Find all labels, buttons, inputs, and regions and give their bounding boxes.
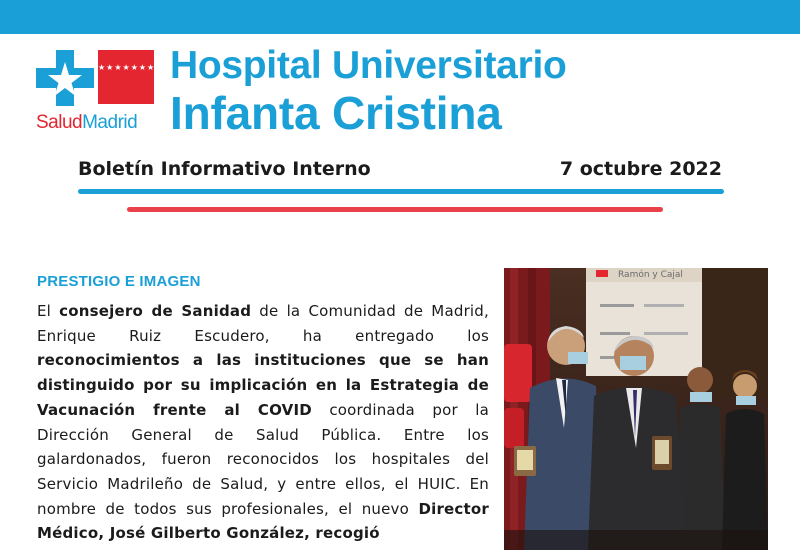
hospital-title — [170, 44, 567, 138]
article-segment: coordinada por la Dirección General de Salud Pública. Entre los galardonados, fueron reconocidos los hospitales del Servicio Madrileño de Salud, y entre ellos, el HUIC. En nombre de todos sus profesionales, el nuevo — [37, 400, 489, 518]
wordmark-salud: Salud — [36, 112, 83, 133]
divider-blue — [78, 189, 724, 194]
article-segment-bold: consejero de Sanidad — [59, 302, 252, 320]
flag-stars-icon: ★★★★★★★ — [98, 63, 156, 72]
madrid-flag — [98, 50, 154, 104]
photo-banner-text: Ramón y Cajal — [618, 270, 683, 280]
article-segment-bold: reconocimientos a las instituciones que se han distinguido por su implicación en la Estrategia de Vacunación frente al COVID — [37, 351, 489, 419]
bulletin-label: Boletín Informativo Interno — [78, 158, 371, 180]
award-ceremony-photo — [504, 268, 768, 550]
bulletin-date: 7 octubre 2022 — [559, 158, 722, 180]
photo-illustration — [504, 268, 768, 550]
article-segment-bold: Director Médico, José Gilberto González, recogió — [37, 499, 489, 543]
article-body — [37, 299, 489, 546]
salud-madrid-wordmark — [36, 112, 137, 134]
madrid-cross-icon — [36, 50, 94, 106]
hospital-title-line1: Hospital Universitario — [170, 44, 567, 87]
article-segment: de la Comunidad de Madrid, Enrique Ruiz Escudero, ha entregado los — [37, 302, 489, 345]
bulletin-row — [78, 156, 722, 182]
section-heading: PRESTIGIO E IMAGEN — [37, 273, 201, 290]
divider-red — [127, 207, 663, 212]
hospital-title-line2: Infanta Cristina — [170, 87, 502, 139]
top-color-bar — [0, 0, 800, 34]
article-segment: El — [37, 302, 60, 320]
wordmark-madrid: Madrid — [82, 112, 138, 133]
salud-madrid-logo — [36, 48, 156, 136]
